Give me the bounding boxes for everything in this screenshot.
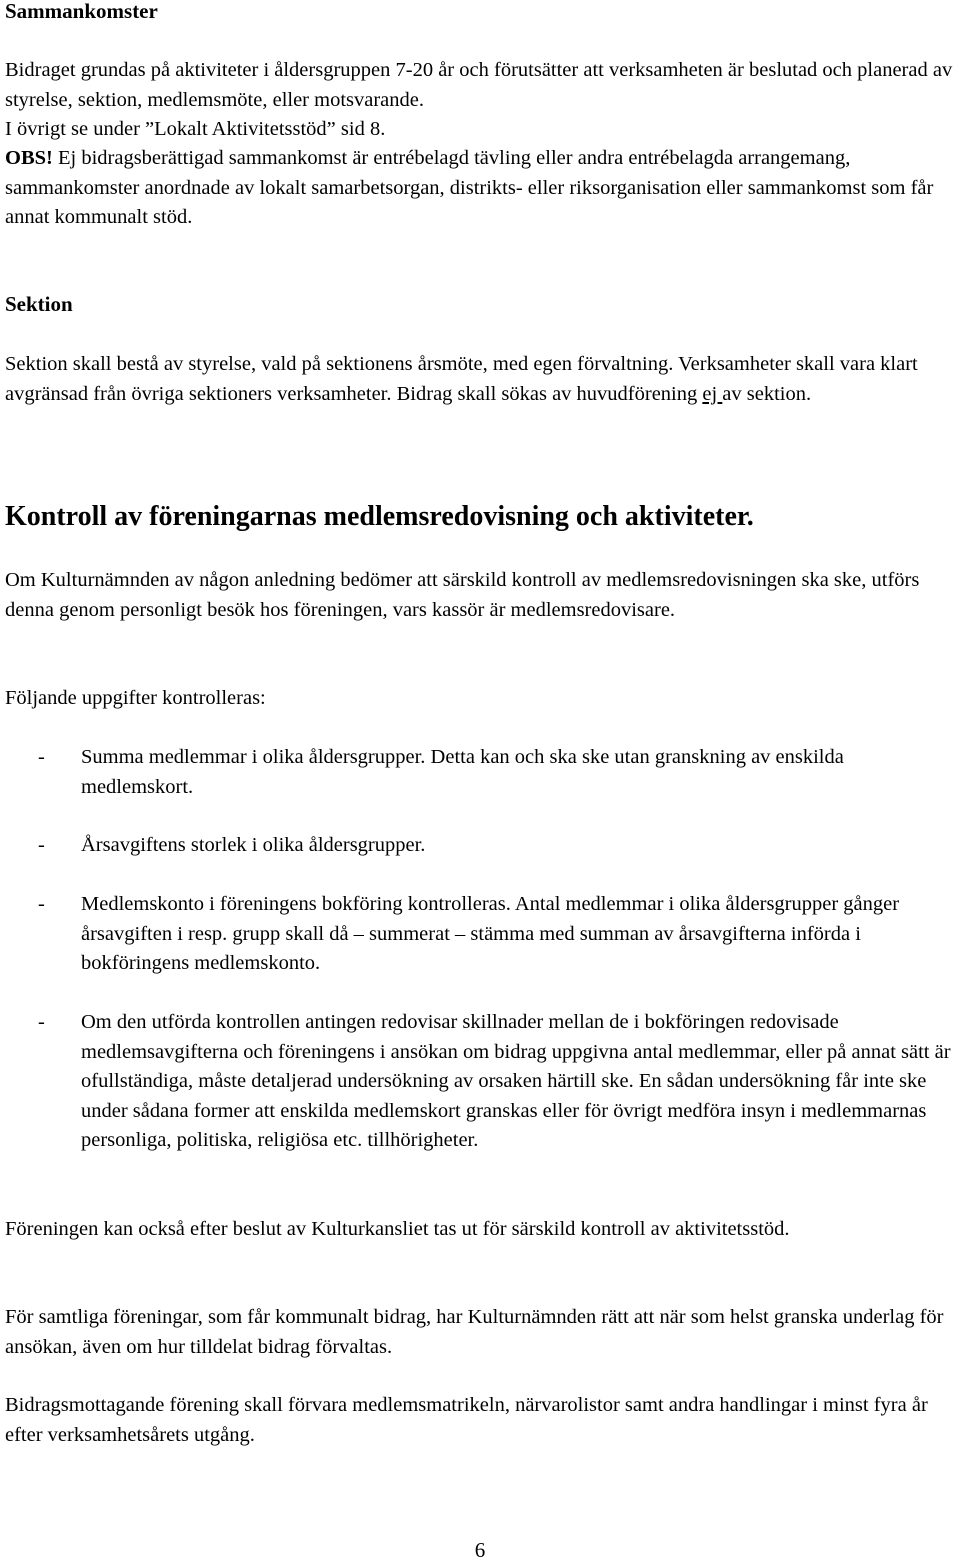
sektion-text-after: av sektion. (722, 382, 812, 405)
paragraph-kontroll-aktivitetsstod: Föreningen kan också efter beslut av Kulturkansliet tas ut för särskild kontroll av aktivitetsstöd. (5, 1218, 790, 1240)
page-number: 6 (474, 1538, 486, 1562)
list-dash: - (38, 746, 45, 768)
obs-label: OBS! (5, 147, 53, 169)
list-item-text: Årsavgiftens storlek i olika åldersgrupper. (81, 834, 426, 856)
heading-sektion: Sektion (5, 292, 73, 316)
list-item-text: Summa medlemmar i olika åldersgrupper. Detta kan och ska ske utan granskning av enskilda medlemskort. (81, 746, 844, 798)
paragraph-sammankomster-basis: Bidraget grundas på aktiviteter i åldersgruppen 7-20 år och förutsätter att verksamheten är beslutad och planerad av styrelse, sektion, medlemsmöte, eller motsvarande. (5, 59, 953, 111)
heading-kontroll: Kontroll av föreningarnas medlemsredovisning och aktiviteter. (5, 501, 754, 532)
paragraph-kontroll-intro: Om Kulturnämnden av någon anledning bedömer att särskild kontroll av medlemsredovisningen ska ske, utförs denna genom personligt besök hos föreningen, vars kassör är medlemsredovisare. (5, 569, 920, 621)
heading-sammankomster: Sammankomster (5, 0, 158, 23)
list-item-text: Om den utförda kontrollen antingen redovisar skillnader mellan de i bokföringen redovisade medlemsavgifterna och föreningens i ansökan om bidrag uppgivna antal medlemmar, eller på annat sätt är ofullständiga, måste detaljerad undersökning av orsaken härtill ske. En sådan undersökning får inte ske under sådana former att enskilda medlemskort granskas eller för övrigt medföra insyn i medlemmarnas personliga, politiska, religiösa etc. tillhörigheter. (81, 1011, 951, 1151)
paragraph-kontroll-granskning: För samtliga föreningar, som får kommunalt bidrag, har Kulturnämnden rätt att när som helst granska underlag för ansökan, även om hur tilldelat bidrag förvaltas. (5, 1306, 944, 1358)
paragraph-sammankomster-obs (5, 144, 955, 233)
obs-text: Ej bidragsberättigad sammankomst är entrébelagd tävling eller andra entrébelagda arrangemang, sammankomster anordnade av lokalt samarbetsorgan, distrikts- eller riksorganisation eller sammankomst som får annat kommunalt stöd. (5, 147, 934, 228)
paragraph-list-heading: Följande uppgifter kontrolleras: (5, 687, 266, 709)
list-dash: - (38, 834, 45, 856)
paragraph-sektion (5, 350, 955, 409)
list-dash: - (38, 893, 45, 915)
paragraph-sammankomster-reference: I övrigt se under ”Lokalt Aktivitetsstöd” sid 8. (5, 118, 386, 140)
list-item-text: Medlemskonto i föreningens bokföring kontrolleras. Antal medlemmar i olika åldersgrupper gånger årsavgiften i resp. grupp skall då – summerat – stämma med summan av årsavgifterna införda i bokföringens medlemskonto. (81, 893, 900, 974)
sektion-text-before: Sektion skall bestå av styrelse, vald på sektionens årsmöte, med egen förvaltning. Verksamheter skall vara klart avgränsad från övriga sektioners verksamheter. Bidrag skall sökas av huvudförening (5, 353, 918, 405)
sektion-underlined-ej: ej (702, 382, 723, 405)
list-dash: - (38, 1011, 45, 1033)
paragraph-kontroll-forvaring: Bidragsmottagande förening skall förvara medlemsmatrikeln, närvarolistor samt andra handlingar i minst fyra år efter verksamhetsårets utgång. (5, 1394, 928, 1446)
